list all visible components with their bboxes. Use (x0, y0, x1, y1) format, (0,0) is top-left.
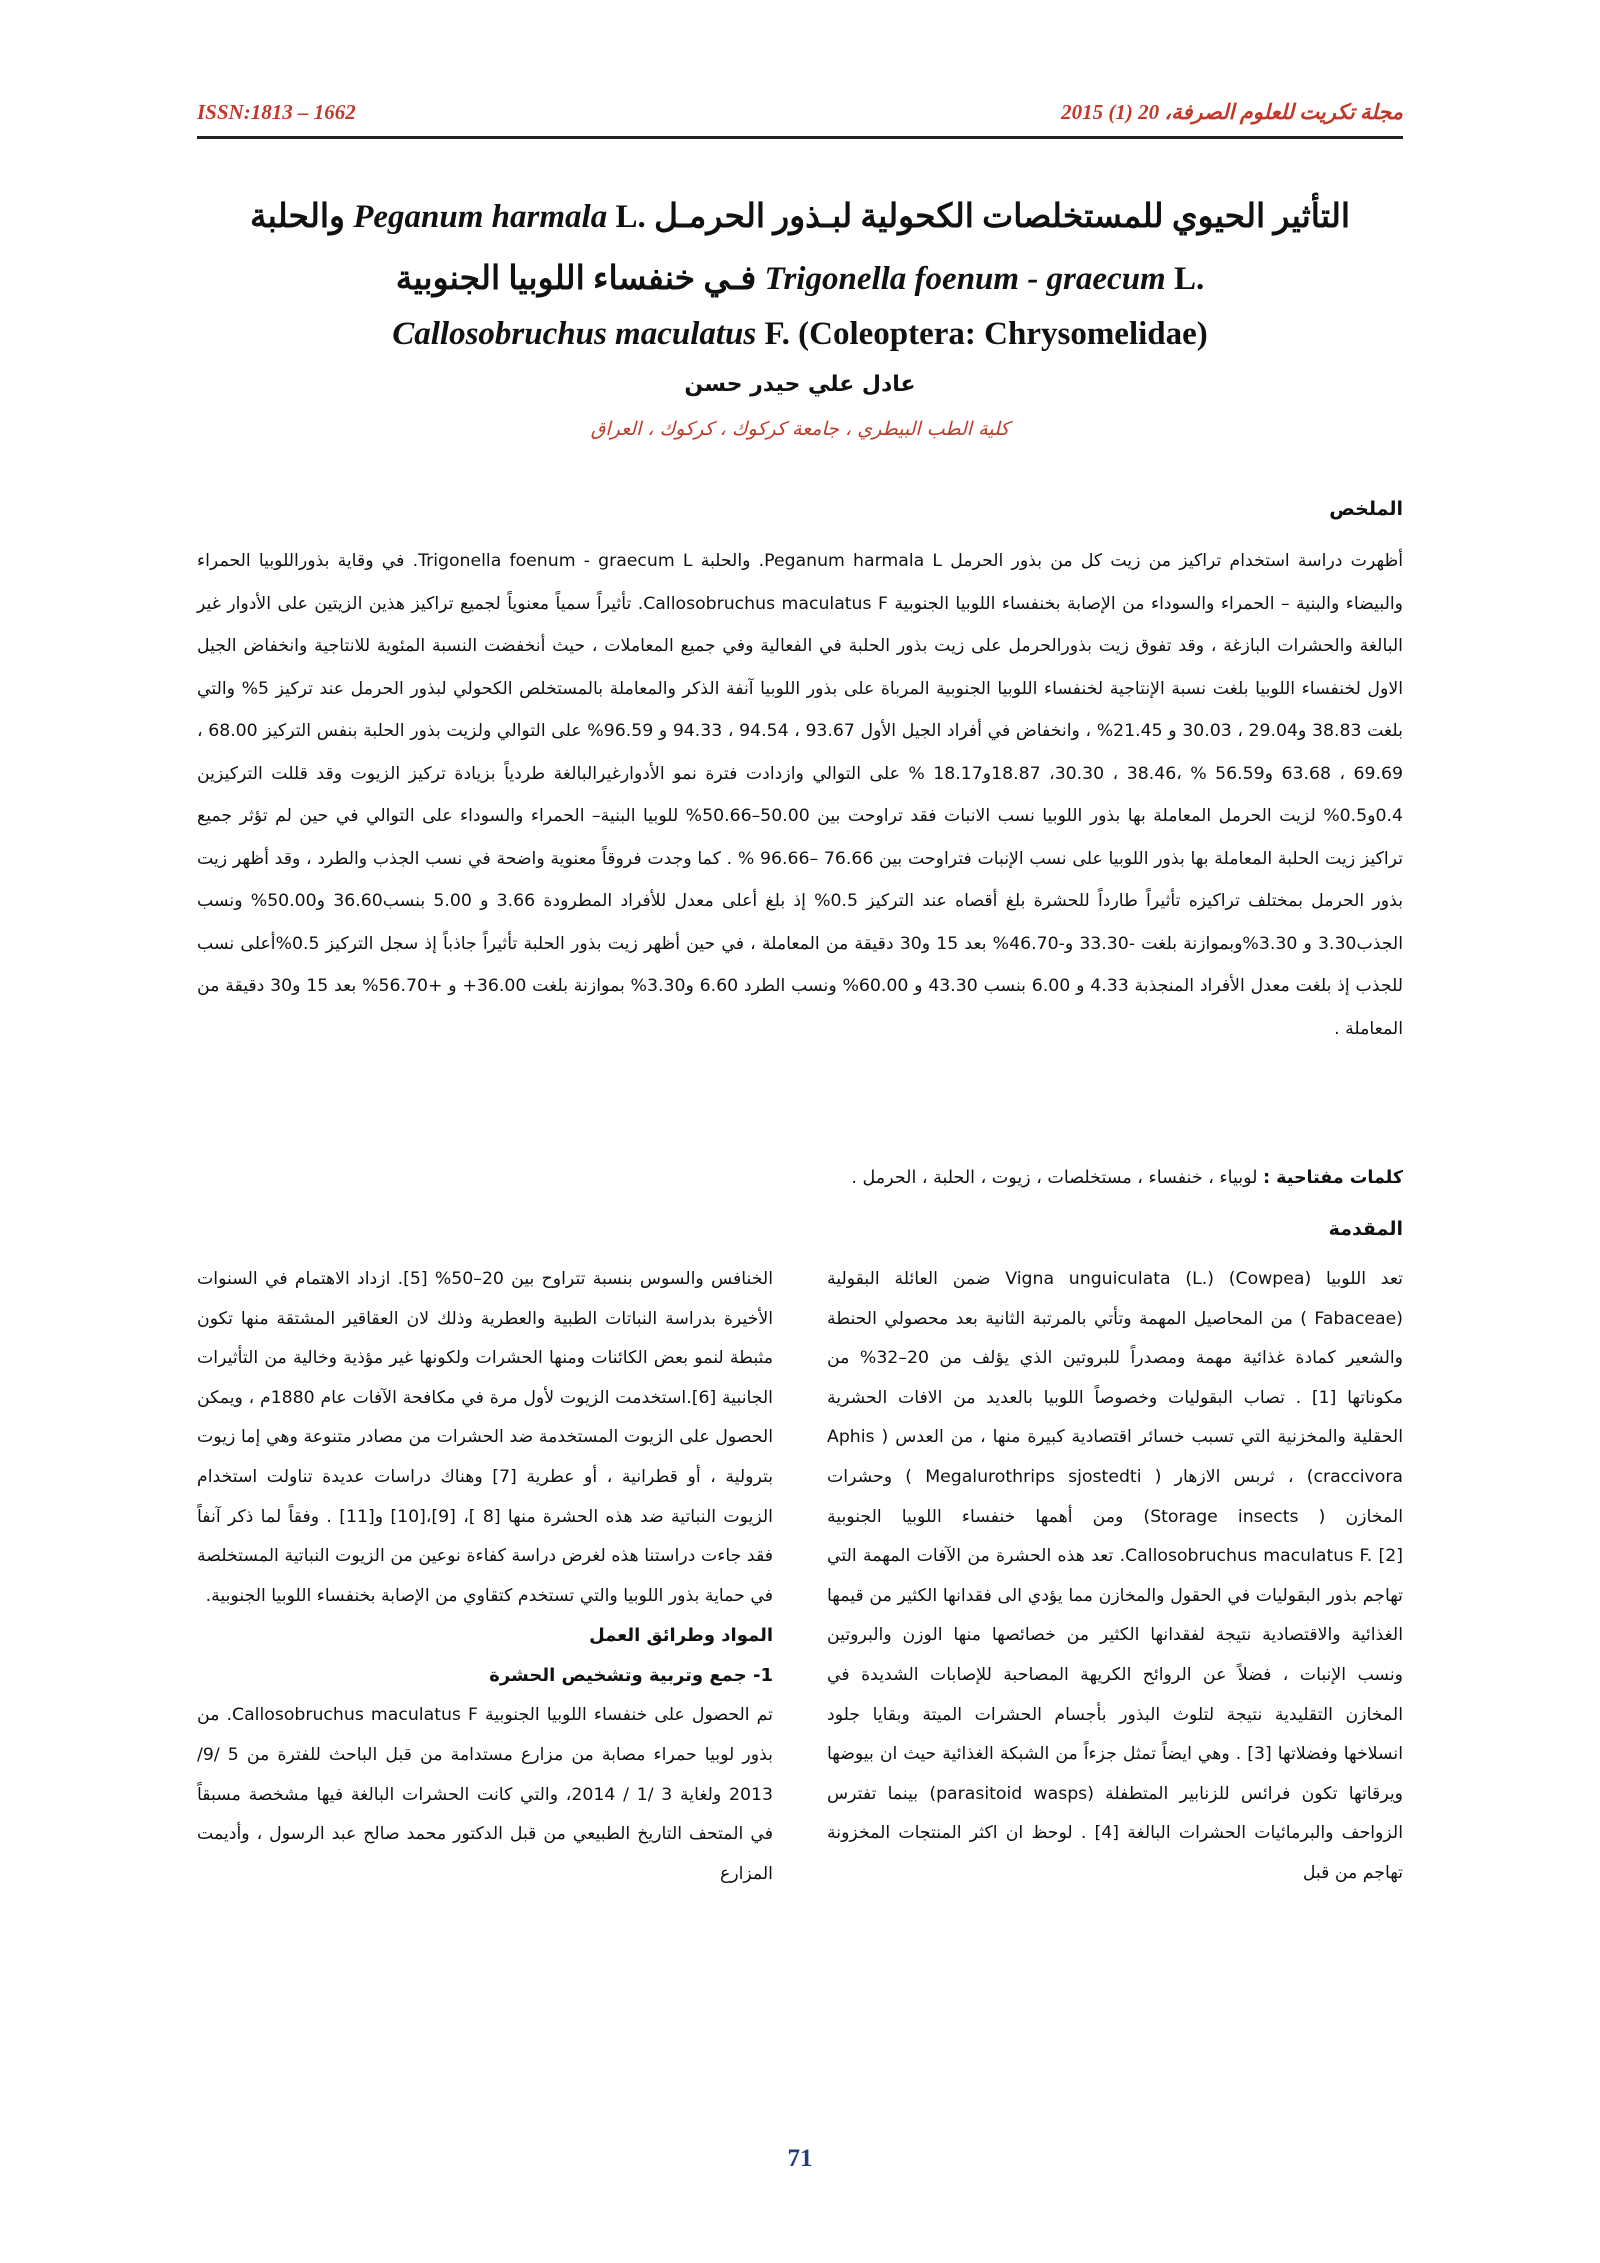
intro-heading: المقدمة (1328, 1218, 1403, 1240)
abstract-text: أظهرت دراسة استخدام تراكيز من زيت كل من بذور الحرمل Peganum harmala L. والحلبة Trigonella foenum - graecum L. في وقاية بذوراللوبيا الحمراء والبيضاء والبنية – الحمراء والسوداء من الإصابة بخنفساء اللوبيا الجنوبية Callosobruchus maculatus F. تأثيراً سمياً معنوياً لجميع تراكيز هذين الزيتين على الأدوار غير البالغة والحشرات البازغة ، وقد تفوق زيت بذورالحرمل على زيت بذور الحلبة في الفعالية وفي جميع المعاملات ، حيث أنخفضت النسبة المئوية للانتاجية وانخفاض الجيل الاول لخنفساء اللوبيا بلغت نسبة الإنتاجية لخنفساء اللوبيا الجنوبية المرباة على بذور اللوبيا آنفة الذكر والمعاملة بالمستخلص الكحولي لبذور الحرمل عند تركيز 5% والتي بلغت 38.83 و29.04 ، 30.03 و 21.45% ، وانخفاض في أفراد الجيل الأول 93.67 ، 94.54 ، 94.33 و 96.59% على التوالي ولزيت بذور الحلبة بنفس التركيز 68.00 ، 69.69 ، 63.68 و56.59 % ،38.46 ، 30.30، 18.87و18.17 % على التوالي وازدادت فترة نمو الأدوارغيرالبالغة طردياً بزيادة تركيز الزيوت وقد قللت التركيزين 0.4و0.5% لزيت الحرمل المعاملة بها بذور اللوبيا نسب الانبات فقد تراوحت بين 50.00–50.66% للوبيا البنية– الحمراء والسوداء على التوالي في حين لم تؤثر جميع تراكيز زيت الحلبة المعاملة بها بذور اللوبيا على نسب الإنبات فتراوحت بين 76.66 –96.66 % . كما وجدت فروقاً معنوية واضحة في نسب الجذب والطرد ، وقد أظهر زيت بذور الحرمل بمختلف تراكيزه تأثيراً طارداً للحشرة بلغ أقصاه عند التركيز 0.5% إذ بلغ أعلى معدل للأفراد المطرودة 3.66 و 5.00 بنسب36.60 و50.00% ونسب الجذب3.30 و 3.30%وبموازنة بلغت -33.30 و-46.70% بعد 15 و30 دقيقة من المعاملة ، في حين أظهر زيت بذور الحلبة تأثيراً جاذباً إذ سجل التركيز 0.5%أعلى نسب للجذب إذ بلغت معدل الأفراد المنجذبة 4.33 و 6.00 بنسب 43.30 و 60.00% ونسب الطرد 6.60 و3.30% بموازنة بلغت 36.00+ و +56.70% بعد 15 و30 دقيقة من المعاملة . (197, 551, 1404, 1039)
keywords-text: لوبياء ، خنفساء ، مستخلصات ، زيوت ، الحلبة ، الحرمل . (851, 1168, 1258, 1188)
title-latin-2: Trigonella foenum - graecum (764, 261, 1166, 297)
title-line-3-rest: F. (Coleoptera: Chrysomelidae) (764, 316, 1208, 352)
header-rule (197, 136, 1403, 139)
title-line-1 (180, 196, 1420, 236)
title-latin-1-auth: L. (615, 199, 646, 235)
author: عادل علي حيدر حسن (684, 372, 916, 397)
keywords (197, 1168, 1403, 1188)
title-line-3 (180, 316, 1420, 353)
title-latin-1: Peganum harmala (353, 199, 608, 235)
abstract-heading: الملخص (1329, 498, 1403, 520)
title-ar-b: والحلبة (249, 199, 345, 235)
title-ar-a: التأثير الحيوي للمستخلصات الكحولية لبـذور الحرمـل (653, 199, 1351, 235)
methods-text: تم الحصول على خنفساء اللوبيا الجنوبية Callosobruchus maculatus F. من بذور لوبيا حمراء مصابة من مزارع مستدامة من قبل الباحث للفترة من 5 /9/ 2013 ولغاية 3 /1 / 2014، والتي كانت الحشرات البالغة فيها مشخصة مسبقاً في المتحف التاريخ الطبيعي من قبل الدكتور محمد صالح عبد الرسول ، وأديمت المزارع (197, 1705, 773, 1884)
left-column (197, 1260, 773, 1894)
title-ar-2: فـي خنفساء اللوبيا الجنوبية (395, 261, 757, 297)
title-latin-2-auth: L. (1173, 261, 1205, 297)
keywords-label: كلمات مفتاحية : (1263, 1168, 1403, 1188)
title-line-2 (180, 258, 1420, 298)
journal-header: مجلة تكريت للعلوم الصرفة، 20 (1) 2015 (1061, 100, 1403, 124)
page-number: 71 (787, 2145, 813, 2172)
affiliation: كلية الطب البيطري ، جامعة كركوك ، كركوك ، العراق (590, 418, 1010, 440)
issn: ISSN:1813 – 1662 (197, 100, 356, 124)
intro-right-column: تعد اللوبيا (Cowpea) Vigna unguiculata (L.) ضمن العائلة البقولية (Fabaceae ) من المحاصيل المهمة وتأتي بالمرتبة الثانية بعد محصولي الحنطة والشعير كمادة غذائية مهمة ومصدراً للبروتين الذي يؤلف من 20–32% من مكوناتها [1] . تصاب البقوليات وخصوصاً اللوبيا بالعديد من الافات الحشرية الحقلية والمخزنية التي تسبب خسائر اقتصادية كبيرة منها ، من العدس ( Aphis craccivora) ، ثربس الازهار ( Megalurothrips sjostedti ) وحشرات المخازن ( Storage insects) ومن أهمها خنفساء اللوبيا الجنوبية Callosobruchus maculatus F. [2]. تعد هذه الحشرة من الآفات المهمة التي تهاجم بذور البقوليات في الحقول والمخازن مما يؤدي الى فقدانها الكثير من قيمها الغذائية والاقتصادية نتيجة لفقدانها الكثير من خصائصها منها الوزن والبروتين ونسب الإنبات ، فضلاً عن الروائح الكريهة المصاحبة للإصابات الشديدة في المخازن التقليدية نتيجة لتلوث البذور بأجسام الحشرات الميتة وبقايا جلود انسلاخها وفضلاتها [3] . وهي ايضاً تمثل جزءاً من الشبكة الغذائية حيث ان بيوضها ويرقاتها تكون فرائس للزنابير المتطفلة (parasitoid wasps) بينما تفترس الزواحف والبرمائيات الحشرات البالغة [4] . لوحظ ان اكثر المنتجات المخزونة تهاجم من قبل (827, 1269, 1404, 1883)
methods-heading: المواد وطرائق العمل (589, 1625, 773, 1647)
intro-left-column: الخنافس والسوس بنسبة تتراوح بين 20–50% [5]. ازداد الاهتمام في السنوات الأخيرة بدراسة النباتات الطبية والعطرية وذلك لان العقاقير المشتقة منها تكون مثبطة لنمو بعض الكائنات ومنها الحشرات ولكونها غير مؤذية وخالية من التأثيرات الجانبية [6].استخدمت الزيوت لأول مرة في مكافحة الآفات عام 1880م ، ويمكن الحصول على الزيوت المستخدمة ضد الحشرات من مصادر متنوعة وهي إما زيوت بترولية ، أو قطرانية ، أو عطرية [7] وهناك دراسات عديدة تناولت استخدام الزيوت النباتية ضد هذه الحشرة منها [8 ]، [9]،[10] و[11] . وفقاً لما ذكر آنفاً فقد جاءت دراستنا هذه لغرض دراسة كفاءة نوعين من الزيوت النباتية المستخلصة في حماية بذور اللوبيا والتي تستخدم كتقاوي من الإصابة بخنفساء اللوبيا الجنوبية. (197, 1269, 774, 1606)
title-latin-3: Callosobruchus maculatus (392, 316, 757, 352)
methods-subheading: 1- جمع وتربية وتشخيص الحشرة (489, 1665, 773, 1687)
